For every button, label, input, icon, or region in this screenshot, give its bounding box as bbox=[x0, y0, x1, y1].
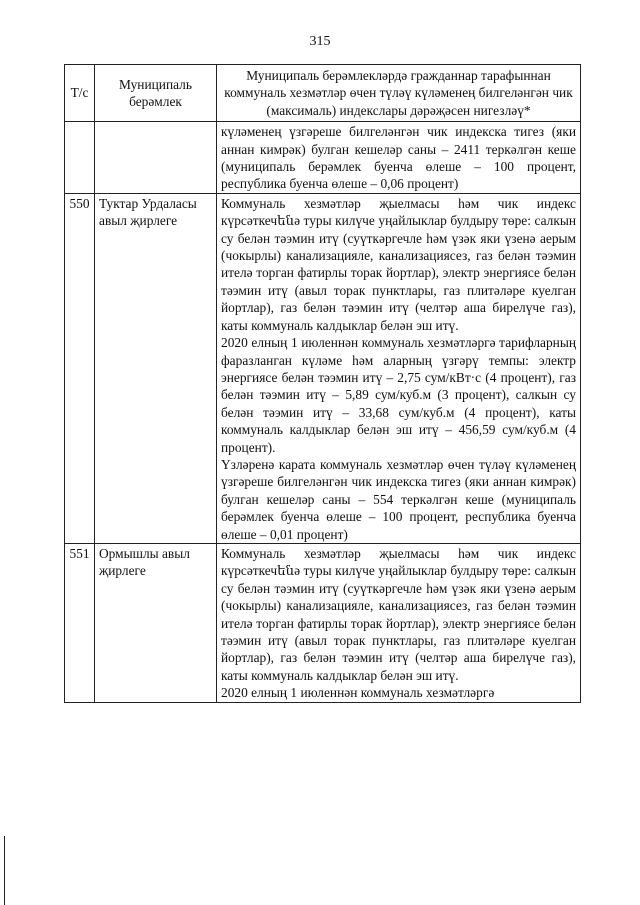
table-row bbox=[65, 122, 581, 194]
table-row bbox=[65, 193, 581, 543]
row-description bbox=[217, 193, 581, 543]
table-row bbox=[65, 543, 581, 702]
row-municipality bbox=[95, 122, 217, 194]
row-number bbox=[65, 122, 95, 194]
row-number: 551 bbox=[65, 543, 95, 702]
row-paragraph: Коммуналь хезмәтләр җыелмасы һәм чик индекс күрсәткечենә туры килүче уңайлыклар булдыру төре: салкын су белән тәэмин итү (суүткәргечле һәм үзәк яки үзенә аерым (чокырлы) канализацияле, канализациясез, газ белән тәэмин ителә торган фатирлы торак йортлар), электр энергиясе белән тәэмин итү (авыл торак пунктлары, газ плитәләре куелган йортлар), газ белән тәэмин итү (челтәр аша бирелүче газ), каты коммуналь калдыклар белән эш итү. bbox=[221, 195, 576, 333]
row-number: 550 bbox=[65, 193, 95, 543]
row-paragraph: Үзләренә карата коммуналь хезмәтләр өчен түләү күләменең үзгәреше билгеләнгән чик индекска тигез (яки аннан кимрәк) булган кешеләр саны – 554 теркәлгән кеше (муниципаль берәмлек буенча өлеше – 100 процент, республика буенча өлеше – 0,01 процент) bbox=[221, 456, 576, 542]
row-paragraph: Коммуналь хезмәтләр җыелмасы һәм чик индекс күрсәткечենә туры килүче уңайлыклар булдыру төре: салкын су белән тәэмин итү (суүткәргечле һәм үзәк яки үзенә аерым (чокырлы) канализацияле, канализациясез, газ белән тәэмин ителә торган фатирлы торак йортлар), электр энергиясе белән тәэмин итү (авыл торак пунктлары, газ плитәләре куелган йортлар), газ белән тәэмин итү (челтәр аша бирелүче газ), каты коммуналь калдыклар белән эш итү. bbox=[221, 545, 576, 683]
tariff-index-table bbox=[64, 64, 581, 703]
row-paragraph: 2020 елның 1 июленнән коммуналь хезмәтләргә bbox=[221, 685, 495, 701]
header-number: Т/с bbox=[65, 65, 95, 122]
header-municipality: Муниципаль берәмлек bbox=[95, 65, 217, 122]
row-description bbox=[217, 543, 581, 702]
row-description bbox=[217, 122, 581, 194]
row-paragraph: 2020 елның 1 июленнән коммуналь хезмәтләргә тарифларның фаразланган күләме һәм аларның үзгәрү темпы: электр энергиясе белән тәэмин итү – 2,75 сум/кВт·с (4 процент), газ белән тәэмин итү – 5,89 сум/куб.м (3 процент), салкын су белән тәэмин итү – 33,68 сум/куб.м (4 процент), каты коммуналь калдыклар белән эш итү – 456,59 сум/куб.м (4 процент). bbox=[221, 335, 576, 455]
scan-edge-mark bbox=[4, 836, 5, 905]
row-municipality: Туктар Урдаласы авыл җирлеге bbox=[95, 193, 217, 543]
row-municipality: Ормышлы авыл җирлеге bbox=[95, 543, 217, 702]
header-description: Муниципаль берәмлекләрдә гражданнар тарафыннан коммуналь хезмәтләр өчен түләү күләменең билгеләнгән чик (максималь) индекслары дәрәҗәсен нигезләү* bbox=[217, 65, 581, 122]
table-header-row bbox=[65, 65, 581, 122]
row-paragraph: күләменең үзгәреше билгеләнгән чик индекска тигез (яки аннан кимрәк) булган кешеләр саны – 2411 теркәлгән кеше (муниципаль берәмлек буенча өлеше – 100 процент, республика буенча өлеше – 0,06 процент) bbox=[221, 124, 576, 192]
page-number: 315 bbox=[309, 34, 331, 49]
